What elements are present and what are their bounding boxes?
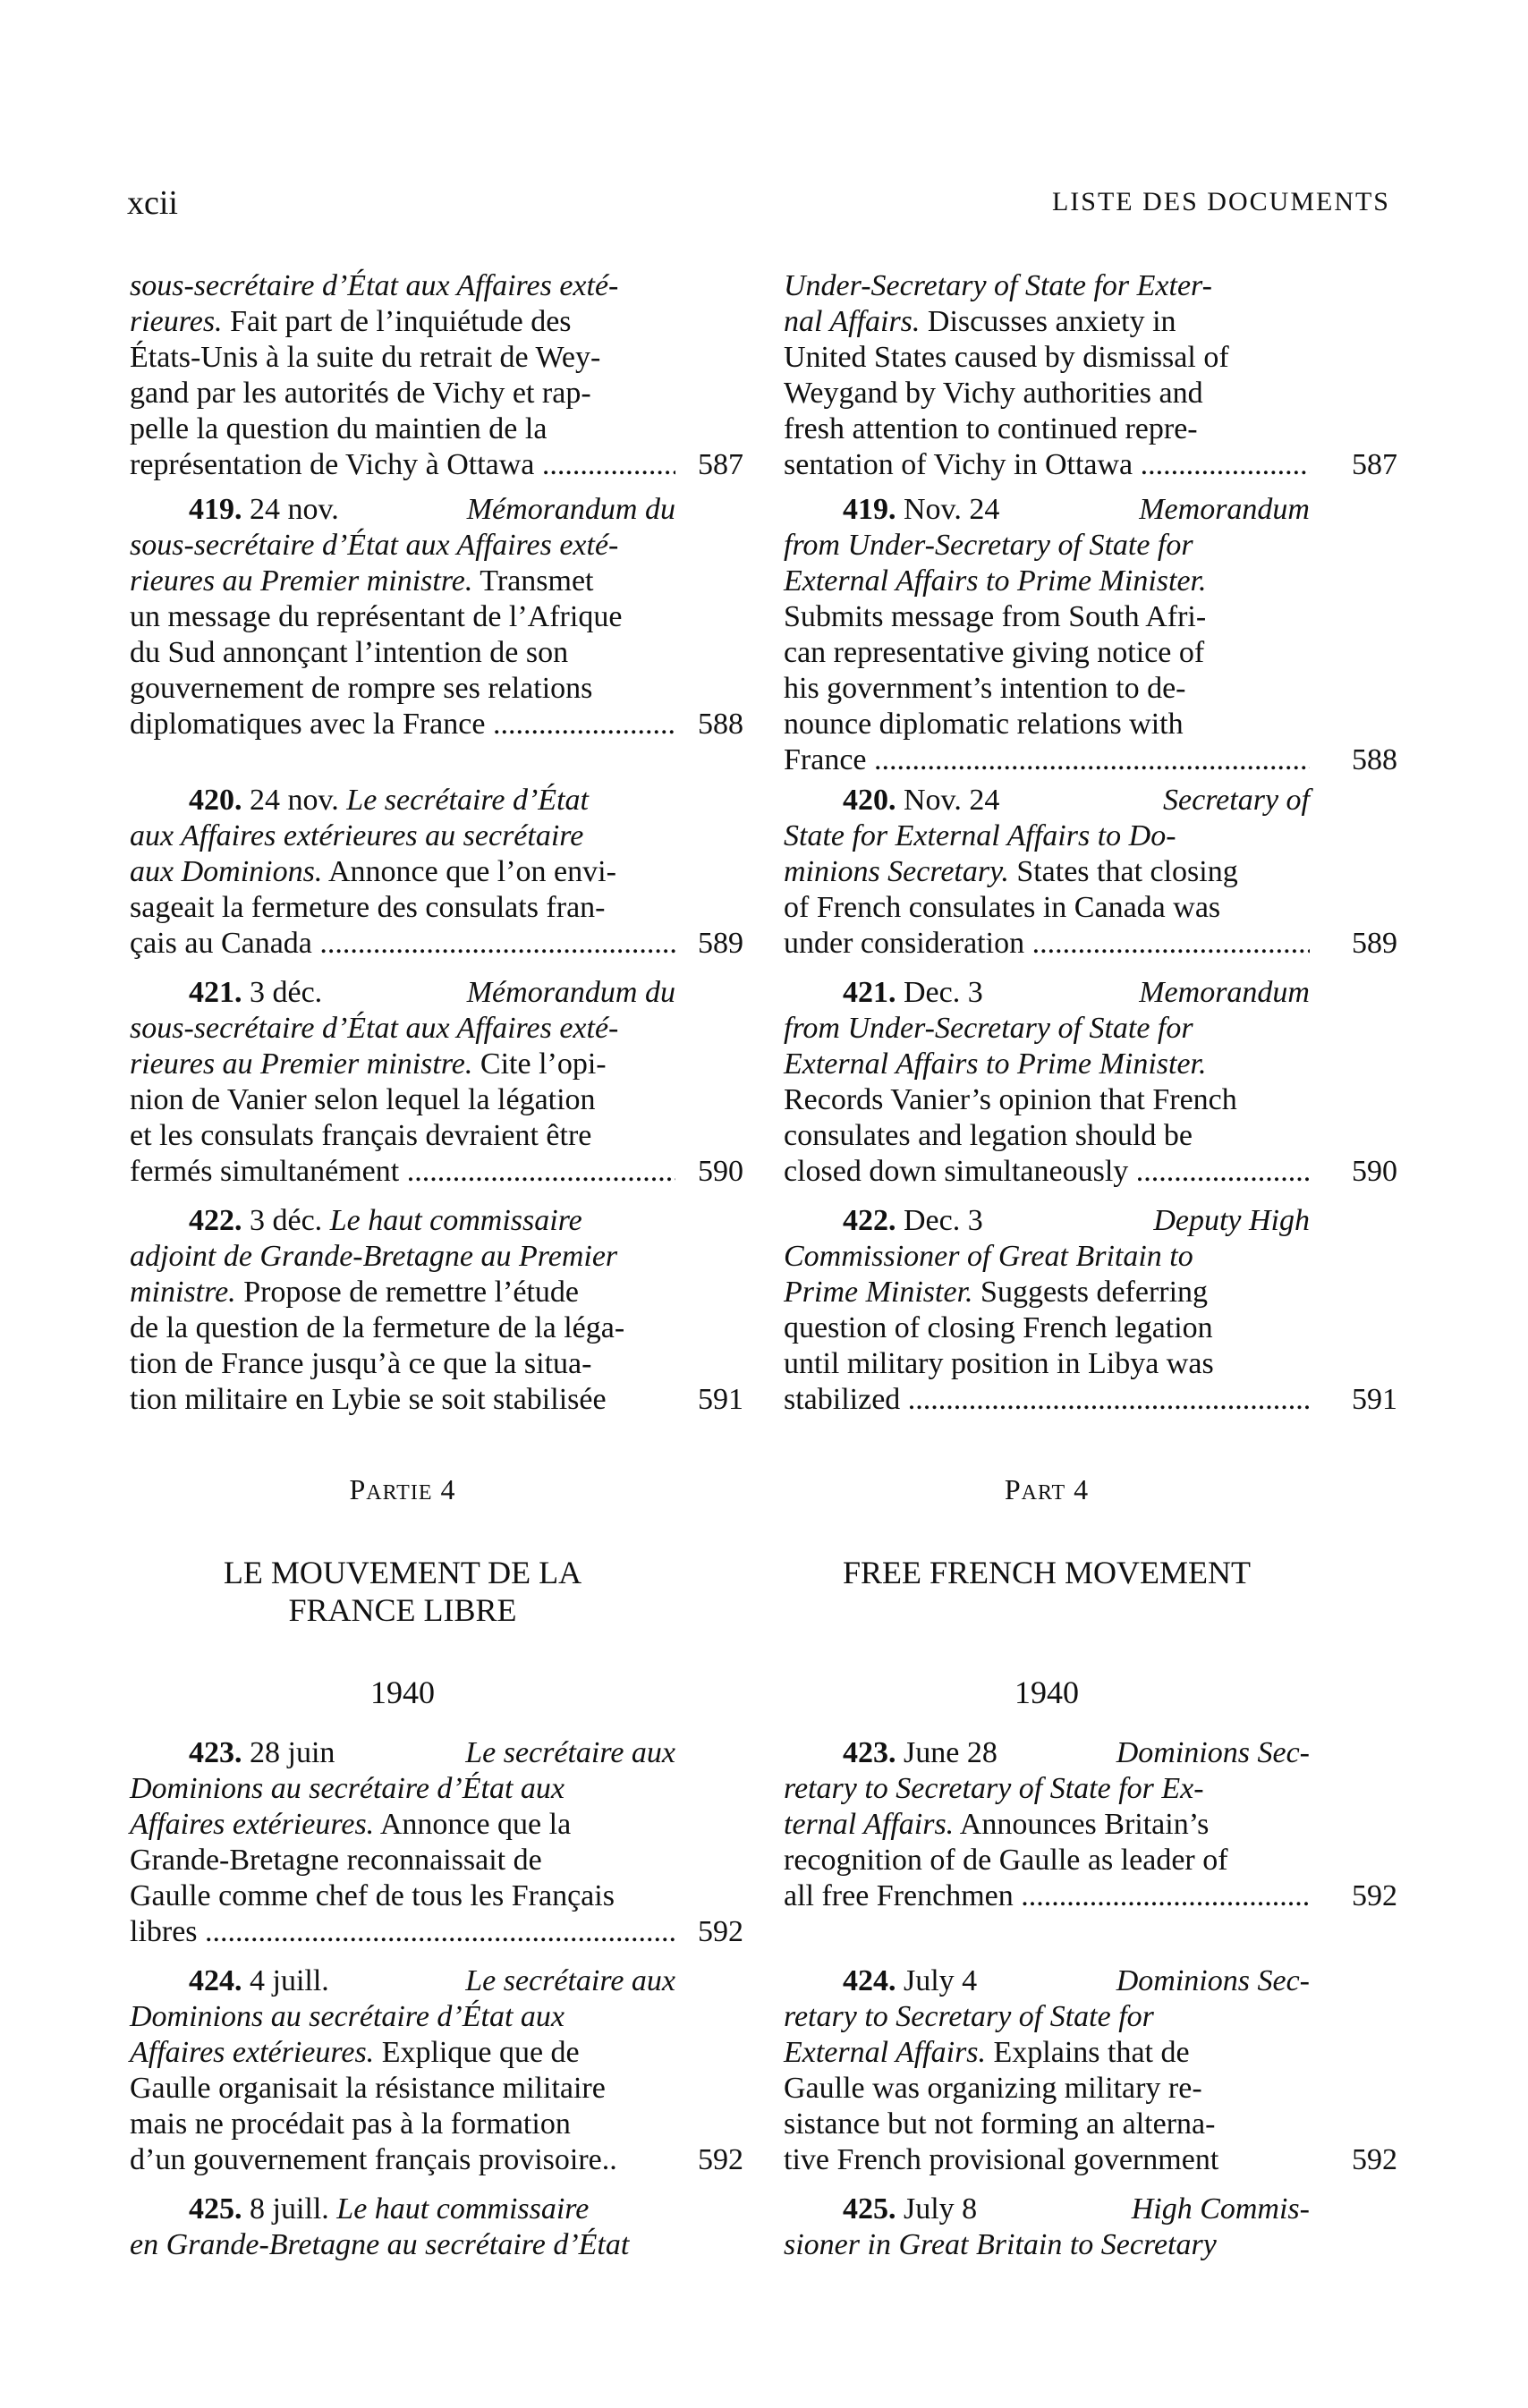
section-title-en: FREE FRENCH MOVEMENT (842, 1555, 1252, 1590)
entry-420-fr: 420. 24 nov. Le secrétaire d’État aux Affaires extérieures au secrétaire aux Dominions. Annonce que l’on envi- sageait la fermeture des consulats fran- çais au Canada ..... 589 (130, 783, 743, 962)
page-ref: 588 (1352, 743, 1397, 776)
section-title-fr: LE MOUVEMENT DE LA FRANCE LIBRE (223, 1555, 582, 1628)
page-ref: 592 (698, 1915, 743, 1948)
entry-419-en: 419. Nov. 24 Memorandum from Under-Secretary of State for External Affairs to Prime Minister. Submits message from South Afri- can representative giving notice of his government’s intention to de- nounce diplomatic relations with France ..... 588 (784, 492, 1397, 778)
page-ref: 591 (698, 1383, 743, 1416)
entry-420-en: 420. Nov. 24 Secretary of State for External Affairs to Do- minions Secretary. States that closing of French consulates in Canada was under consideration ..... 589 (784, 783, 1397, 962)
page-ref: 592 (698, 2143, 743, 2176)
year-heading-fr: 1940 (370, 1675, 435, 1710)
page-ref: 590 (1352, 1155, 1397, 1188)
entry-422-en: 422. Dec. 3 Deputy High Commissioner of Great Britain to Prime Minister. Suggests deferring question of closing French legation until military position in Libya was stabilized ..... 591 (784, 1203, 1397, 1418)
page-ref: 587 (1352, 448, 1397, 481)
page-number: xcii (127, 184, 178, 222)
page-ref: 592 (1352, 2143, 1397, 2176)
entry-423-en: 423. June 28 Dominions Sec- retary to Secretary of State for Ex- ternal Affairs. Announces Britain’s recognition of de Gaulle as leader of all free Frenchmen ..... 592 (784, 1735, 1397, 1914)
page-ref: 589 (698, 927, 743, 960)
entry-418-en: Under-Secretary of State for Exter- nal Affairs. Discusses anxiety in United States caused by dismissal of Weygand by Vichy authorities and fresh attention to continued repre- sentation of Vichy in Ottawa ..... 587 (784, 268, 1397, 483)
page-ref: 590 (698, 1155, 743, 1188)
entry-424-fr: 424. 4 juill. Le secrétaire aux Dominions au secrétaire d’État aux Affaires extérieures. Explique que de Gaulle organisait la résistance militaire mais ne procédait pas à la formation d’un gouvernement français provisoire.. 592 (130, 1964, 743, 2176)
entry-421-en: 421. Dec. 3 Memorandum from Under-Secretary of State for External Affairs to Prime Minister. Records Vanier’s opinion that French consulates and legation should be closed down simultaneously ..... 590 (784, 975, 1397, 1190)
entry-419-fr: 419. 24 nov. Mémorandum du sous-secrétaire d’État aux Affaires exté- rieures au Premier ministre. Transmet un message du représentant de l’Afrique du Sud annonçant l’intention de son gouvernement de rompre ses relations diplomatiques avec la France ..... 588 (130, 492, 743, 742)
running-title: LISTE DES DOCUMENTS (1051, 187, 1390, 216)
entry-424-en: 424. July 4 Dominions Sec- retary to Secretary of State for External Affairs. Explains that de Gaulle was organizing military re- sistance but not forming an alterna- tive French provisional government 592 (784, 1964, 1397, 2176)
french-column (130, 268, 743, 2326)
page-ref: 592 (1352, 1879, 1397, 1912)
page-ref: 587 (698, 448, 743, 481)
part-heading-en: PART 4 (1004, 1473, 1090, 1505)
part-heading-fr: PARTIE 4 (349, 1473, 456, 1505)
entry-421-fr: 421. 3 déc. Mémorandum du sous-secrétaire d’État aux Affaires exté- rieures au Premier ministre. Cite l’opi- nion de Vanier selon lequel la légation et les consulats français devraient être fermés simultanément ..... 590 (130, 975, 743, 1190)
year-heading-en: 1940 (1014, 1675, 1079, 1710)
entry-425-en: 425. July 8 High Commis- sioner in Great Britain to Secretary (784, 2192, 1310, 2261)
english-column (784, 268, 1397, 2326)
entry-425-fr: 425. 8 juill. Le haut commissaire en Grande-Bretagne au secrétaire d’État (130, 2192, 630, 2261)
page-ref: 588 (698, 708, 743, 741)
entry-418-fr: sous-secrétaire d’État aux Affaires exté- rieures. Fait part de l’inquiétude des États-Unis à la suite du retrait de Wey- gand par les autorités de Vichy et rap- pelle la question du maintien de la représentation de Vichy à Ottawa ..... 587 (130, 268, 743, 483)
entry-422-fr: 422. 3 déc. Le haut commissaire adjoint de Grande-Bretagne au Premier ministre. Propose de remettre l’étude de la question de la fermeture de la léga- tion de France jusqu’à ce que la situa- tion militaire en Lybie se soit stabilisée 591 (130, 1204, 743, 1416)
page-ref: 591 (1352, 1383, 1397, 1416)
entry-423-fr: 423. 28 juin Le secrétaire aux Dominions au secrétaire d’État aux Affaires extérieures. Annonce que la Grande-Bretagne reconnaissait de Gaulle comme chef de tous les Français libres ..... 592 (130, 1735, 743, 1950)
page-ref: 589 (1352, 927, 1397, 960)
